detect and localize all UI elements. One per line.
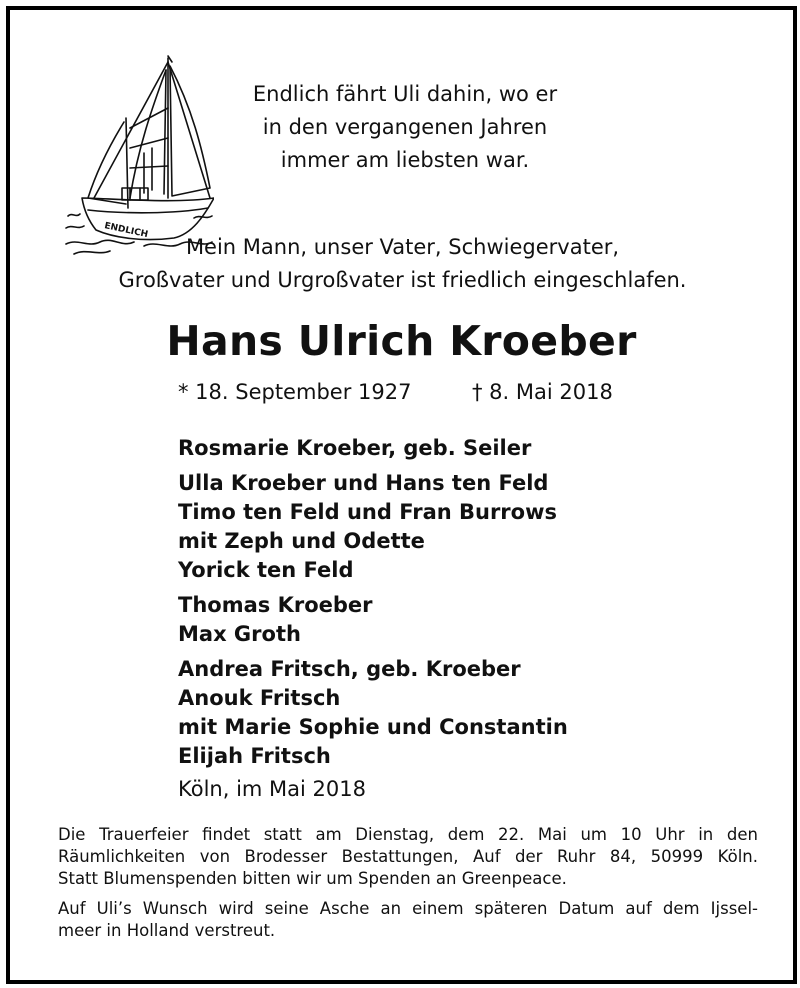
mourner-name: Yorick ten Feld — [178, 558, 354, 582]
info-line: meer in Holland verstreut. — [58, 921, 276, 940]
ashes-paragraph — [58, 898, 758, 942]
sailboat-icon — [64, 48, 214, 258]
death-date: † 8. Mai 2018 — [472, 380, 613, 404]
obituary-card — [6, 6, 797, 984]
mourner-name: Thomas Kroeber — [178, 593, 373, 617]
mourner-name: Ulla Kroeber und Hans ten Feld — [178, 471, 549, 495]
deceased-name: Hans Ulrich Kroeber — [166, 317, 637, 365]
mourner-name: Elijah Fritsch — [178, 744, 331, 768]
verse-line: in den vergangenen Jahren — [262, 115, 548, 139]
mourners-list — [178, 434, 568, 777]
info-line: Auf Uli’s Wunsch wird seine Asche an einem späteren Datum auf dem Ijssel- — [58, 899, 758, 918]
verse-line: immer am liebsten war. — [280, 148, 530, 172]
boat-name: ENDLICH — [103, 221, 149, 241]
verse — [215, 78, 595, 177]
place-date: Köln, im Mai 2018 — [178, 777, 366, 801]
funeral-paragraph — [58, 824, 758, 890]
funeral-info — [58, 824, 758, 950]
mourner-name: Max Groth — [178, 622, 301, 646]
mourner-name: Andrea Fritsch, geb. Kroeber — [178, 657, 521, 681]
mourner-name: Anouk Fritsch — [178, 686, 341, 710]
mourner-group — [178, 469, 568, 585]
mourner-name: Rosmarie Kroeber, geb. Seiler — [178, 436, 532, 460]
info-line: Die Trauerfeier findet statt am Dienstag, dem 22. Mai um 10 Uhr in den — [58, 825, 758, 844]
mourner-name: Timo ten Feld und Fran Burrows — [178, 500, 557, 524]
intro-line: Großvater und Urgroßvater ist friedlich eingeschlafen. — [118, 268, 687, 292]
intro-line: Mein Mann, unser Vater, Schwiegervater, — [185, 235, 620, 259]
mourner-name: mit Zeph und Odette — [178, 529, 425, 553]
mourner-group — [178, 591, 568, 649]
verse-line: Endlich fährt Uli dahin, wo er — [252, 82, 558, 106]
birth-date: * 18. September 1927 — [178, 380, 412, 404]
intro-text — [40, 231, 765, 297]
info-line: Statt Blumenspenden bitten wir um Spenden an Greenpeace. — [58, 869, 567, 888]
mourner-name: mit Marie Sophie und Constantin — [178, 715, 568, 739]
mourner-group — [178, 434, 568, 463]
info-line: Räumlichkeiten von Brodesser Bestattungen, Auf der Ruhr 84, 50999 Köln. — [58, 847, 758, 866]
mourner-group — [178, 655, 568, 771]
